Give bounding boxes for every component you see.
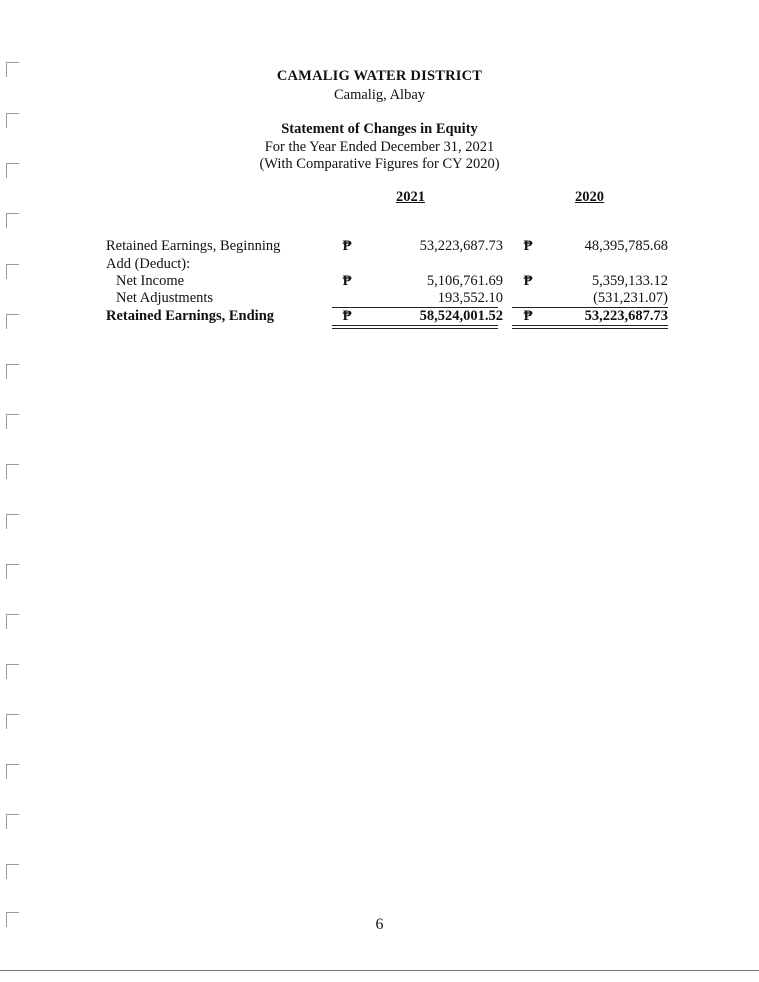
margin-mark xyxy=(6,764,19,779)
page-bottom-edge xyxy=(0,970,759,971)
row-label-add-deduct: Add (Deduct): xyxy=(106,256,191,272)
margin-mark xyxy=(6,213,19,228)
net-adjustments-2021-value: 193,552.10 xyxy=(437,290,503,306)
net-adjustments-2020-value: (531,231.07) xyxy=(593,290,668,306)
beginning-2021-value: 53,223,687.73 xyxy=(419,238,503,254)
total-double-rule-2020 xyxy=(512,325,668,329)
margin-mark xyxy=(6,664,19,679)
comparative-note: (With Comparative Figures for CY 2020) xyxy=(259,156,500,172)
statement-period: For the Year Ended December 31, 2021 xyxy=(264,139,495,155)
margin-mark xyxy=(6,264,19,279)
net-income-2020-value: 5,359,133.12 xyxy=(591,273,668,289)
margin-mark xyxy=(6,614,19,629)
row-label-net-income: Net Income xyxy=(116,273,185,289)
ending-2020-value: 53,223,687.73 xyxy=(584,308,668,324)
company-location: Camalig, Albay xyxy=(333,87,425,103)
row-label-ending: Retained Earnings, Ending xyxy=(106,308,275,324)
margin-mark xyxy=(6,514,19,529)
peso-symbol: ₱ xyxy=(342,273,352,289)
beginning-2020-value: 48,395,785.68 xyxy=(584,238,668,254)
margin-mark xyxy=(6,564,19,579)
net-income-2021-value: 5,106,761.69 xyxy=(426,273,503,289)
row-label-net-adjustments: Net Adjustments xyxy=(116,290,214,306)
page-number: 6 xyxy=(375,916,384,933)
margin-mark xyxy=(6,714,19,729)
peso-symbol: ₱ xyxy=(523,308,533,324)
company-name: CAMALIG WATER DISTRICT xyxy=(276,68,483,84)
peso-symbol: ₱ xyxy=(523,238,533,254)
margin-mark xyxy=(6,464,19,479)
margin-mark xyxy=(6,314,19,329)
peso-symbol: ₱ xyxy=(342,238,352,254)
total-double-rule-2021 xyxy=(332,325,498,329)
margin-mark xyxy=(6,414,19,429)
peso-symbol: ₱ xyxy=(342,308,352,324)
margin-mark xyxy=(6,864,19,879)
row-label-beginning: Retained Earnings, Beginning xyxy=(106,238,281,254)
column-header-2020: 2020 xyxy=(575,189,604,205)
column-header-2021: 2021 xyxy=(396,189,425,205)
margin-mark xyxy=(6,814,19,829)
margin-mark xyxy=(6,364,19,379)
statement-title: Statement of Changes in Equity xyxy=(281,121,478,137)
ending-2021-value: 58,524,001.52 xyxy=(419,308,503,324)
peso-symbol: ₱ xyxy=(523,273,533,289)
